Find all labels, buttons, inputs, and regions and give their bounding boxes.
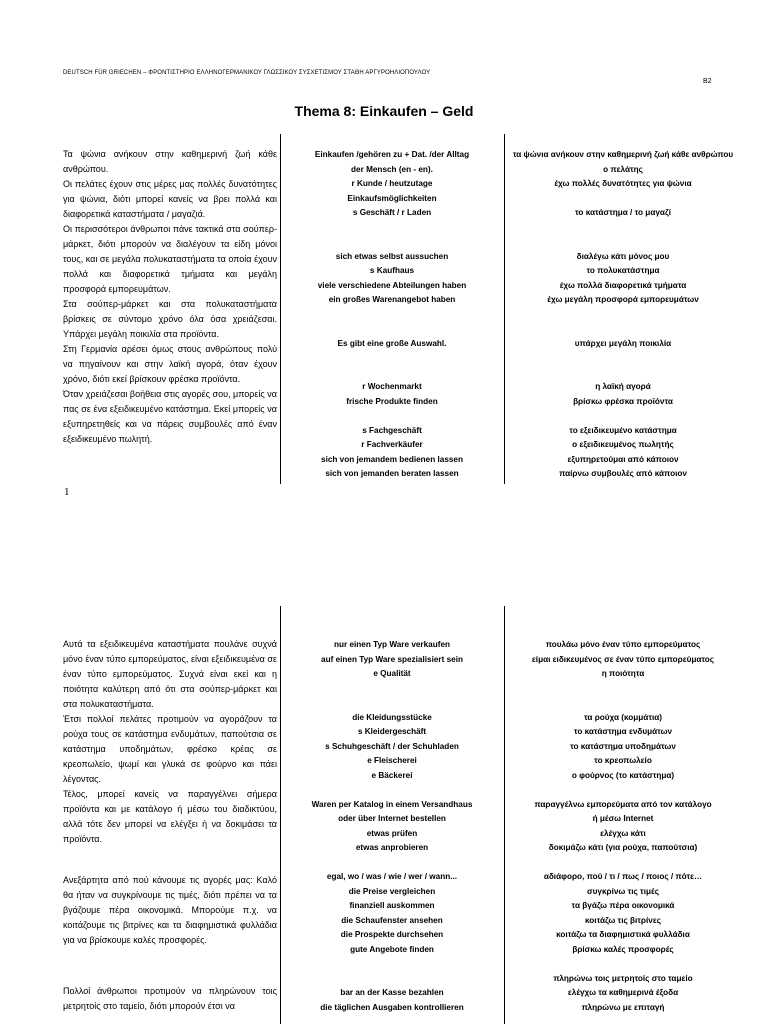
- page-number: 1: [64, 486, 70, 498]
- vocab-item: nur einen Typ Ware verkaufen: [333, 640, 451, 649]
- vocab-item: έχω μεγάλη προσφορά εμπορευμάτων: [547, 295, 699, 304]
- vocab-item: πληρώνω τοις μετρητοίς στο ταμείο: [553, 973, 693, 983]
- paragraph: Όταν χρειάζεσαι βοήθεια στις αγορές σου, μπορείς να πας σε ένα εξειδικευμένο κατάστημα. Εκεί μπορείς να εξυπηρετηθείς και να πάρεις συμβουλές από έναν εξειδικευμένο πωλητή.: [63, 389, 277, 444]
- vocab-item: finanziell auskommen: [349, 901, 435, 910]
- greek-text-column: [63, 873, 277, 948]
- vocab-item: Waren per Katalog in einem Versandhaus: [311, 799, 473, 809]
- vocab-item: viele verschiedene Abteilungen haben: [317, 280, 467, 290]
- vocab-item: η ποιότητα: [601, 669, 645, 678]
- vocab-item: τα ψώνια ανήκουν στην καθημερινή ζωή κάθε ανθρώπου: [512, 150, 734, 159]
- paragraph: Στα σούπερ-μάρκετ και στα πολυκαταστήματα βρίσκεις σε σύντομο χρόνο όλα όσα χρειάζεσαι. Υπάρχει μεγάλη ποικιλία στα προϊόντα.: [63, 299, 277, 339]
- vocab-item: υπάρχει μεγάλη ποικιλία: [574, 338, 672, 348]
- vocab-item: πουλάω μόνο έναν τύπο εμπορεύματος: [545, 640, 701, 649]
- vocab-item: το κατάστημα ενδυμάτων: [573, 727, 673, 736]
- vocab-item: Einkaufen /gehören zu + Dat. /der Alltag: [314, 150, 470, 159]
- vocab-item: βρίσκω φρέσκα προϊόντα: [573, 396, 673, 406]
- vocab-item: s Geschäft / r Laden: [352, 208, 432, 217]
- vocab-item: die Preise vergleichen: [348, 886, 436, 896]
- vocab-item: r Wochenmarkt: [362, 382, 422, 391]
- vocab-item: oder über Internet bestellen: [338, 814, 446, 823]
- paragraph: Αυτά τα εξειδικευμένα καταστήματα πουλάνε συχνά μόνο έναν τύπο εμπορεύματος, είναι εξειδικευμένα σε έναν τύπο εμπορεύματος. Συχνά είναι εκεί και η ποιότητα καλύτερη από ότι στα σούπερ-μάρκετ και στα πολυκαταστήματα.: [63, 639, 277, 709]
- vocab-item: έχω πολλές δυνατότητες για ψώνια: [554, 179, 692, 188]
- paragraph: Τέλος, μπορεί κανείς να παραγγέλνει σήμερα προϊόντα και με κατάλογο ή μέσω του διαδικτύου, αλλά τότε δεν μπορεί να ελέγξει ή να δοκιμάσει τα προϊόντα.: [63, 789, 277, 844]
- vocab-item: sich von jemanden beraten lassen: [325, 469, 459, 478]
- vocab-item: die Prospekte durchsehen: [340, 930, 444, 939]
- column-divider-right: [504, 606, 505, 1024]
- vocab-item: Einkaufsmöglichkeiten: [347, 193, 437, 203]
- paragraph: Τα ψώνια ανήκουν στην καθημερινή ζωή κάθε ανθρώπου.: [63, 149, 277, 174]
- vocab-item: etwas anprobieren: [355, 843, 429, 852]
- vocab-item: ελέγχω κάτι: [600, 828, 646, 838]
- document-header: DEUTSCH FÜR GRIECHEN – ΦΡΟΝΤΙΣΤΗΡΙΟ ΕΛΛΗΝΟΓΕΡΜΑΝΙΚΟΥ ΓΛΩΣΣΙΚΟΥ ΣΥΣΧΕΤΙΣΜΟΥ ΣΤΑΘΗ ΑΡΓΥΡΟΗΛΙΟΠΟΥΛΟΥ: [63, 70, 431, 76]
- paragraph: Ανεξάρτητα από πού κάνουμε τις αγορές μας: Καλό θα ήταν να συγκρίνουμε τις τιμές, διότι πρέπει να τα βγάζουμε πέρα οικονομικά. Μπορούμε π.χ. να κοιτάζουμε τις βιτρίνες και τα διαφημιστικά φυλλάδια για να βρίσκουμε καλές προσφορές.: [63, 875, 277, 945]
- greek-text-column: [63, 637, 277, 847]
- vocab-item: ελέγχω τα καθημερινά έξοδα: [567, 988, 679, 997]
- vocab-item: ο φούρνος (το κατάστημα): [571, 770, 675, 780]
- vocab-item: sich etwas selbst aussuchen: [335, 251, 449, 261]
- level-label: B2: [703, 78, 712, 85]
- vocab-item: r Fachverkäufer: [361, 440, 423, 449]
- vocab-item: ο πελάτης: [603, 164, 643, 174]
- vocab-item: το κατάστημα / το μαγαζί: [575, 208, 671, 217]
- vocab-item: πληρώνω με επιταγή: [581, 1002, 665, 1012]
- vocab-item: die täglichen Ausgaben kontrollieren: [320, 1002, 464, 1012]
- vocab-item: κοιτάζω τα διαφημιστικά φυλλάδια: [556, 930, 690, 939]
- column-divider-left: [280, 134, 281, 484]
- greek-text-column: [63, 984, 277, 1014]
- vocab-item: auf einen Typ Ware spezialisiert sein: [321, 654, 463, 664]
- column-divider-right: [504, 134, 505, 484]
- vocab-item: παίρνω συμβουλές από κάποιον: [559, 469, 687, 478]
- vocab-item: δοκιμάζω κάτι (για ρούχα, παπούτσια): [548, 843, 698, 852]
- vocab-item: der Mensch (en - en).: [351, 164, 433, 174]
- vocab-item: κοιτάζω τις βιτρίνες: [585, 915, 661, 925]
- vocab-item: τα ρούχα (κομμάτια): [583, 712, 663, 722]
- vocab-item: Es gibt eine große Auswahl.: [337, 338, 447, 348]
- vocab-item: η λαϊκή αγορά: [595, 382, 651, 391]
- paragraph: Οι πελάτες έχουν στις μέρες μας πολλές δυνατότητες για ψώνια, διότι μπορεί κανείς να βρει πολλά και διαφορετικά καταστήματα / μαγαζιά.: [63, 179, 277, 219]
- paragraph: Οι περισσότεροι άνθρωποι πάνε τακτικά στα σούπερ-μάρκετ, διότι μπορούν να διαλέγουν τα είδη μόνοι τους, και σε μεγάλα πολυκαταστήματα τα οποία έχουν πολλά και διαφορετικά τμήματα και μεγάλη προσφορά εμπορευμάτων.: [63, 224, 277, 294]
- vocab-item: s Kleidergeschäft: [357, 727, 427, 736]
- vocab-item: s Schuhgeschäft / der Schuhladen: [325, 741, 459, 751]
- column-divider-left: [280, 606, 281, 1024]
- german-vocabulary-column: [283, 638, 501, 1015]
- german-vocabulary-column: [283, 148, 501, 482]
- vocab-item: e Fleischerei: [367, 756, 417, 765]
- vocab-item: έχω πολλά διαφορετικά τμήματα: [559, 280, 687, 290]
- vocab-item: το πολυκατάστημα: [586, 266, 660, 275]
- vocab-item: το κατάστημα υποδημάτων: [570, 741, 676, 751]
- vocab-item: το εξειδικευμένο κατάστημα: [569, 425, 677, 435]
- vocab-item: egal, wo / was / wie / wer / wann...: [326, 872, 458, 881]
- vocab-item: etwas prüfen: [366, 828, 418, 838]
- paragraph: Στη Γερμανία αρέσει όμως στους ανθρώπους πολύ να πηγαίνουν και στην λαϊκή αγορά, όταν έχουν χρόνο, διότι εκεί βρίσκουν φρέσκα προϊόντα.: [63, 344, 277, 384]
- vocab-item: είμαι ειδικευμένος σε έναν τύπο εμπορεύματος: [531, 654, 715, 664]
- vocab-item: die Schaufenster ansehen: [341, 915, 443, 925]
- paragraph: Πολλοί άνθρωποι προτιμούν να πληρώνουν τοις μετρητοίς στο ταμείο, διότι μπορούν έτσι να: [63, 986, 277, 1011]
- page-title: Thema 8: Einkaufen – Geld: [294, 103, 474, 119]
- vocab-item: sich von jemandem bedienen lassen: [321, 454, 463, 464]
- vocab-item: ο εξειδικευμένος πωλητής: [572, 440, 674, 449]
- vocab-item: s Fachgeschäft: [362, 425, 422, 435]
- vocab-item: e Bäckerei: [371, 770, 413, 780]
- vocab-item: αδιάφορο, πού / τι / πως / ποιος / πότε…: [543, 872, 703, 881]
- vocab-item: τα βγάζω πέρα οικονομικά: [571, 901, 675, 910]
- vocab-item: το κρεοπωλείο: [594, 756, 652, 765]
- vocab-item: r Kunde / heutzutage: [351, 179, 433, 188]
- vocab-item: gute Angebote finden: [350, 944, 434, 954]
- vocab-item: bar an der Kasse bezahlen: [340, 988, 444, 997]
- greek-text-column: [63, 147, 277, 447]
- vocab-item: διαλέγω κάτι μόνος μου: [576, 251, 670, 261]
- vocab-item: s Kaufhaus: [369, 266, 415, 275]
- vocab-item: βρίσκω καλές προσφορές: [572, 944, 674, 954]
- vocab-item: die Kleidungsstücke: [352, 712, 432, 722]
- vocab-item: συγκρίνω τις τιμές: [587, 886, 659, 896]
- vocab-item: παραγγέλνω εμπορεύματα από τον κατάλογο: [534, 799, 712, 809]
- vocab-item: εξυπηρετούμαι από κάποιον: [567, 454, 679, 464]
- vocab-item: e Qualität: [373, 669, 411, 678]
- greek-vocabulary-column: [507, 148, 739, 482]
- vocab-item: ein großes Warenangebot haben: [328, 295, 456, 304]
- paragraph: Έτσι πολλοί πελάτες προτιμούν να αγοράζουν τα ρούχα τους σε κατάστημα ενδυμάτων, παπούτσια σε κατάστημα υποδημάτων, φρέσκο κρέας σε κρεοπωλείο, ψωμί και γλυκά σε φούρνο και πάει λέγοντας.: [63, 714, 277, 784]
- greek-vocabulary-column: [507, 638, 739, 1015]
- vocab-item: ή μέσω Internet: [592, 814, 654, 823]
- vocab-item: frische Produkte finden: [346, 396, 438, 406]
